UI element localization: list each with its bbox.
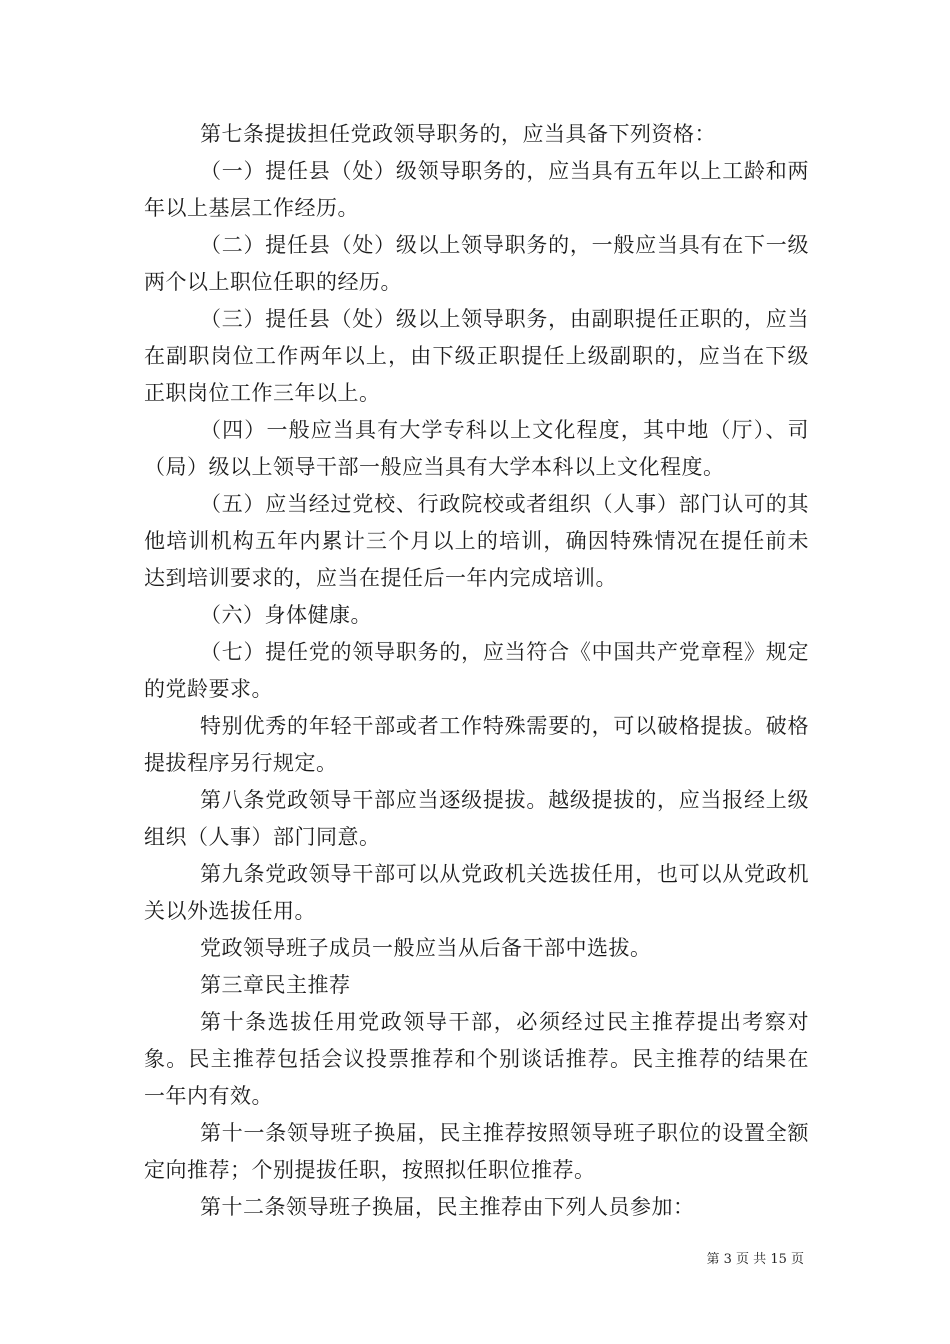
paragraph-article-10: 第十条选拔任用党政领导干部，必须经过民主推荐提出考察对象。民主推荐包括会议投票推荐和个别谈话推荐。民主推荐的结果在一年内有效。 [144,1010,809,1108]
document-body [144,116,809,1226]
chapter-heading: 第三章民主推荐 [200,973,351,997]
paragraph-item-3: （三）提任县（处）级以上领导职务，由副职提任正职的，应当在副职岗位工作两年以上，由下级正职提任上级副职的，应当在下级正职岗位工作三年以上。 [144,307,809,405]
paragraph-article-12: 第十二条领导班子换届，民主推荐由下列人员参加： [200,1195,695,1219]
paragraph-article-7: 第七条提拔担任党政领导职务的，应当具备下列资格： [200,122,716,146]
paragraph-article-8: 第八条党政领导干部应当逐级提拔。越级提拔的，应当报经上级组织（人事）部门同意。 [144,788,809,849]
paragraph-item-1: （一）提任县（处）级领导职务的，应当具有五年以上工龄和两年以上基层工作经历。 [144,159,809,220]
paragraph-item-4: （四）一般应当具有大学专科以上文化程度，其中地（厅）、司（局）级以上领导干部一般应当具有大学本科以上文化程度。 [144,418,809,479]
page-number-footer: 第 3 页 共 15 页 [706,1252,804,1267]
paragraph-item-6: （六）身体健康。 [200,603,372,627]
paragraph-item-7: （七）提任党的领导职务的，应当符合《中国共产党章程》规定的党龄要求。 [144,640,809,701]
paragraph-article-11: 第十一条领导班子换届，民主推荐按照领导班子职位的设置全额定向推荐；个别提拔任职，按照拟任职位推荐。 [144,1121,809,1182]
paragraph-reserve-cadres: 党政领导班子成员一般应当从后备干部中选拔。 [200,936,652,960]
paragraph-article-9: 第九条党政领导干部可以从党政机关选拔任用，也可以从党政机关以外选拔任用。 [144,862,809,923]
paragraph-exceptional-promotion: 特别优秀的年轻干部或者工作特殊需要的，可以破格提拔。破格提拔程序另行规定。 [144,714,809,775]
paragraph-item-5: （五）应当经过党校、行政院校或者组织（人事）部门认可的其他培训机构五年内累计三个月以上的培训，确因特殊情况在提任前未达到培训要求的，应当在提任后一年内完成培训。 [144,492,809,590]
paragraph-item-2: （二）提任县（处）级以上领导职务的，一般应当具有在下一级两个以上职位任职的经历。 [144,233,809,294]
